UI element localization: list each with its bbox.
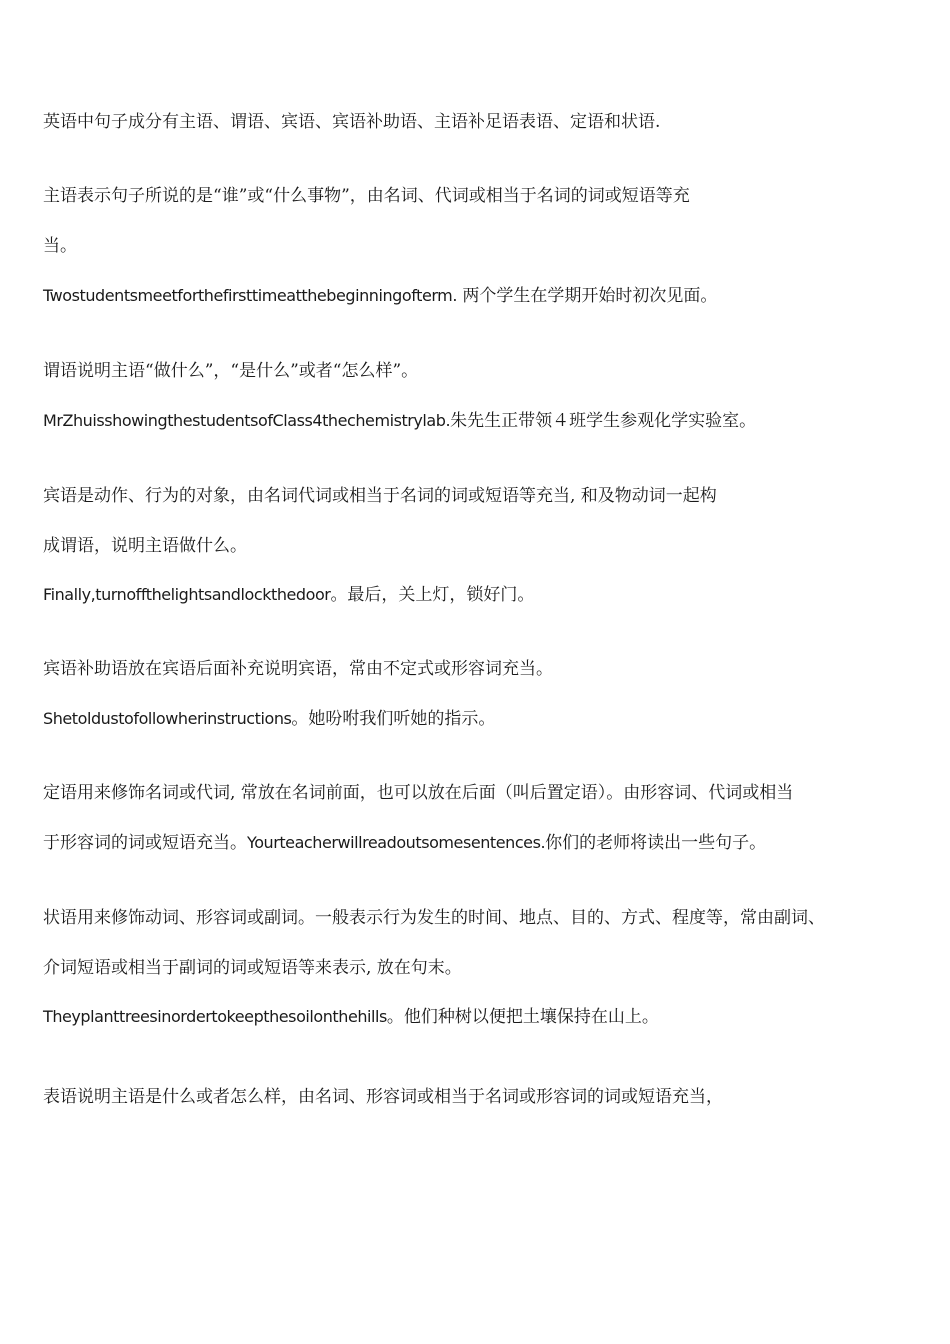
english-example: Finally,turnoffthelightsandlockthedoor — [43, 585, 331, 604]
chinese-translation: 朱先生正带领４班学生参观化学实验室。 — [450, 411, 757, 431]
text-line-predicative-definition — [43, 1085, 723, 1109]
chinese-translation: 你们的老师将读出一些句子。 — [545, 833, 767, 853]
text-line-predicate-definition — [43, 359, 418, 383]
text-segment: 当。 — [43, 236, 77, 256]
chinese-translation: 。最后，关上灯，锁好门。 — [330, 585, 535, 605]
text-segment: 定语用来修饰名词或代词, 常放在名词前面，也可以放在后面（叫后置定语）。由形容词、代词或相当 — [43, 783, 794, 803]
text-line-subject-definition — [43, 184, 690, 208]
text-line-adverbial-example — [43, 1005, 659, 1029]
text-line-object-complement-example — [43, 707, 495, 731]
text-line-object-example — [43, 583, 534, 607]
text-line-object-definition-cont — [43, 534, 247, 558]
text-line-sentence-components — [43, 110, 660, 134]
text-segment: 谓语说明主语“做什么”，“是什么”或者“怎么样”。 — [43, 361, 419, 381]
chinese-translation: 两个学生在学期开始时初次见面。 — [456, 286, 718, 306]
text-segment: 状语用来修饰动词、形容词或副词。一般表示行为发生的时间、地点、目的、方式、程度等，常由副词、 — [43, 908, 825, 928]
text-segment: 成谓语，说明主语做什么。 — [43, 536, 247, 556]
text-line-attribute-example — [43, 831, 766, 855]
english-example: Shetoldustofollowherinstructions — [43, 709, 292, 728]
english-example: Yourteacherwillreadoutsomesentences. — [247, 833, 546, 852]
text-segment: 宾语是动作、行为的对象，由名词代词或相当于名词的词或短语等充当, 和及物动词一起构 — [43, 486, 717, 506]
english-example: Theyplanttreesinordertokeepthesoilonthehills — [43, 1007, 387, 1026]
chinese-translation: 。她吩咐我们听她的指示。 — [291, 709, 496, 729]
text-segment: 主语表示句子所说的是“谁”或“什么事物”，由名词、代词或相当于名词的词或短语等充 — [43, 186, 690, 206]
text-segment: 于形容词的词或短语充当。 — [43, 833, 247, 853]
text-line-object-complement-definition — [43, 657, 553, 681]
chinese-translation: 。他们种树以便把土壤保持在山上。 — [386, 1007, 659, 1027]
text-line-adverbial-definition-cont — [43, 956, 462, 980]
text-line-object-definition — [43, 484, 717, 508]
english-example: MrZhuisshowingthestudentsofClass4thechemistrylab. — [43, 411, 451, 430]
text-segment: 介词短语或相当于副词的词或短语等来表示, 放在句末。 — [43, 958, 462, 978]
text-segment: 宾语补助语放在宾语后面补充说明宾语，常由不定式或形容词充当。 — [43, 659, 553, 679]
text-line-predicate-example — [43, 409, 756, 433]
text-segment: 表语说明主语是什么或者怎么样，由名词、形容词或相当于名词或形容词的词或短语充当， — [43, 1087, 723, 1107]
english-example: Twostudentsmeetforthefirsttimeatthebeginningofterm. — [43, 286, 457, 305]
text-line-adverbial-definition — [43, 906, 825, 930]
text-segment: 英语中句子成分有主语、谓语、宾语、宾语补助语、主语补足语表语、定语和状语. — [43, 112, 661, 132]
text-line-attribute-definition — [43, 781, 793, 805]
text-line-subject-definition-cont — [43, 234, 77, 258]
text-line-subject-example — [43, 284, 717, 308]
